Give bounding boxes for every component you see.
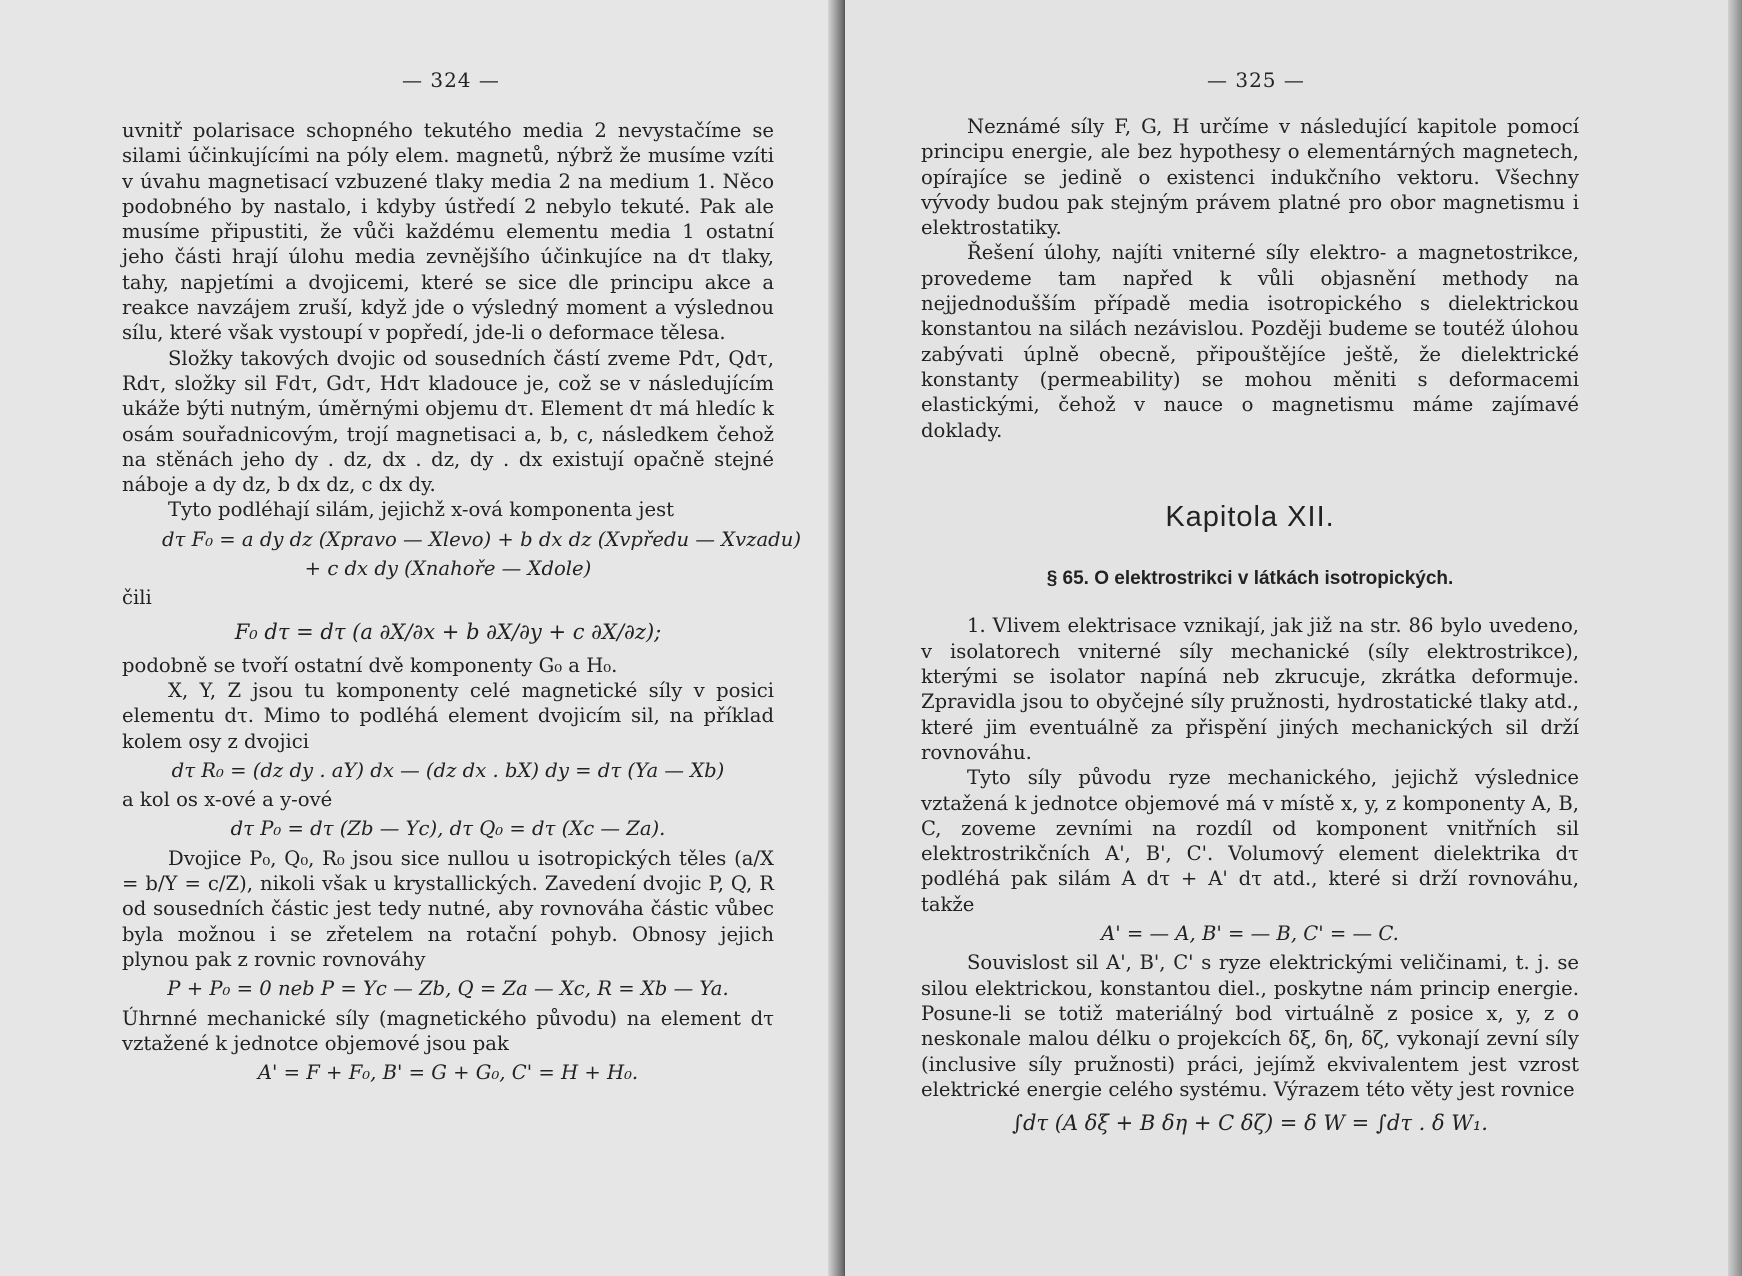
paragraph: uvnitř polarisace schopného tekutého media 2 nevystačíme se silami účinkujícími na póly elem. magnetů, nýbrž že musíme vzíti v úvahu magnetisací vzbuzené tlaky media 2 na medium 1. Něco podobného by nastalo, i kdyby ústředí 2 nebylo tekuté. Pak ale musíme připustiti, že vůči každému elementu media 1 ostatní jeho části hrají úlohu media zevnějšího účinkujíce na dτ tlaky, tahy, napjetími a dvojicemi, které se sice dle principu akce a reakce navzájem zruší, když jde o výsledný moment a výslednou sílu, které však vystoupí v popředí, jde-li o deformace tělesa. [122,119,774,345]
equation: dτ P₀ = dτ (Zb — Yc), dτ Q₀ = dτ (Xc — Za). [230,817,666,841]
equation: ∫dτ (A δξ + B δη + C δζ) = δ W = ∫dτ . δ W₁. [1012,1111,1488,1136]
paragraph: Dvojice P₀, Q₀, R₀ jsou sice nullou u isotropických těles (a/X = b/Y = c/Z), nikoli však u krystallických. Zavedení dvojic P, Q, R od sousedních částic jest tedy nutné, aby rovnováha částic vůbec byla možnou i se zřetelem na rotační pohyb. Obnosy jejich plynou pak z rovnic rovnováhy [122,846,774,971]
paragraph: Tyto síly původu ryze mechanického, jejichž výslednice vztažená k jednotce objemové má v místě x, y, z komponenty A, B, C, zoveme zevními na rozdíl od komponent vnitřních sil elektrostrikčních A', B', C'. Volumový element dielektrika dτ podléhá pak silám A dτ + A' dτ atd., které si drží rovnováhu, takže [921,766,1579,916]
paragraph: X, Y, Z jsou tu komponenty celé magnetické síly v posici elementu dτ. Mimo to podléhá element dvojicím sil, na příklad kolem osy z dvojici [122,678,774,753]
page-edge [1728,0,1742,1276]
page-number-right: — 325 — [1207,68,1305,92]
left-page-text [122,118,801,1089]
equation: + c dx dy (Xnahoře — Xdole) [304,557,592,581]
paragraph: podobně se tvoří ostatní dvě komponenty G₀ a H₀. [122,653,618,677]
chapter-heading: Kapitola XII. [1165,500,1335,533]
paragraph: Složky takových dvojic od sousedních částí zveme Pdτ, Qdτ, Rdτ, složky sil Fdτ, Gdτ, Hdτ kladouce je, což se v následujícím ukáže býti nutným, úměrnými objemu dτ. Element dτ má hledíc k osám souřadnicovým, trojí magnetisaci a, b, c, následkem čehož na stěnách jeho dy . dz, dx . dz, dy . dx existují opačně stejné náboje a dy dz, b dx dz, c dx dy. [122,346,774,497]
equation: A' = F + F₀, B' = G + G₀, C' = H + H₀. [257,1061,639,1085]
equation: A' = — A, B' = — B, C' = — C. [1101,922,1399,946]
equation-connector: čili [122,586,152,610]
right-page [845,0,1742,1276]
equation: P + P₀ = 0 neb P = Yc — Zb, Q = Za — Xc, R = Xb — Ya. [167,977,729,1001]
left-page [0,0,845,1276]
paragraph: Souvislost sil A', B', C' s ryze elektrickými veličinami, t. j. se silou elektrickou, konstantou diel., poskytne nám princip energie. Posune-li se totiž materiálný bod virtuálně z posice x, y, z o neskonale malou délku o projekcích δξ, δη, δζ, vykonají zevní síly (inclusive síly pružnosti) práci, jejímž ekvivalentem jest vzrost elektrické energie celého systému. Výrazem této věty jest rovnice [921,951,1579,1101]
equation: dτ R₀ = (dz dy . aY) dx — (dz dx . bX) dy = dτ (Ya — Xb) [171,758,725,782]
paragraph: Řešení úlohy, najíti vniterné síly elektro- a magnetostrikce, provedeme tam napřed k vůli objasnění methody na nejjednodušším případě media isotropického s dielektrickou konstantou na silách nezávislou. Později budeme se toutéž úlohou zabývati úplně obecně, připouštějíce ještě, že dielektrické konstanty (permeability) se mohou měniti s deformacemi elastickými, čehož v nauce o magnetismu máme zajímavé doklady. [921,241,1579,442]
paragraph: Tyto podléhají silám, jejichž x-ová komponenta jest [168,498,675,522]
paragraph: 1. Vlivem elektrisace vznikají, jak již na str. 86 bylo uvedeno, v isolatorech vniterné síly mechanické (síly elektrostrikce), kterými se isolator napíná neb zkrucuje, zkrátka deformuje. Zpravidla jsou to obyčejné síly pružnosti, hydrostatické tlaky atd., které jim eventuálně za přispění jiných mechanických sil drží rovnováhu. [921,614,1579,764]
equation: F₀ dτ = dτ (a ∂X/∂x + b ∂X/∂y + c ∂X/∂z); [234,619,662,644]
paragraph: a kol os x-ové a y-ové [122,788,333,812]
equation: dτ F₀ = a dy dz (Xpravo — Xlevo) + b dx dz (Xvpředu — Xvzadu) [162,527,801,551]
section-heading: § 65. O elektrostrikci v látkách isotropických. [1046,568,1454,590]
page-number-left: — 324 — [402,68,500,92]
paragraph: Úhrnné mechanické síly (magnetického původu) na element dτ vztažené k jednotce objemové jsou pak [122,1006,774,1055]
paragraph: Neznámé síly F, G, H určíme v následující kapitole pomocí principu energie, ale bez hypothesy o elementárných magnetech, opírajíce se jedině o existenci indukčního vektoru. Všechny vývody budou pak stejným právem platné pro obor magnetismu i elektrostatiky. [921,115,1579,240]
right-page-text [921,114,1579,1144]
